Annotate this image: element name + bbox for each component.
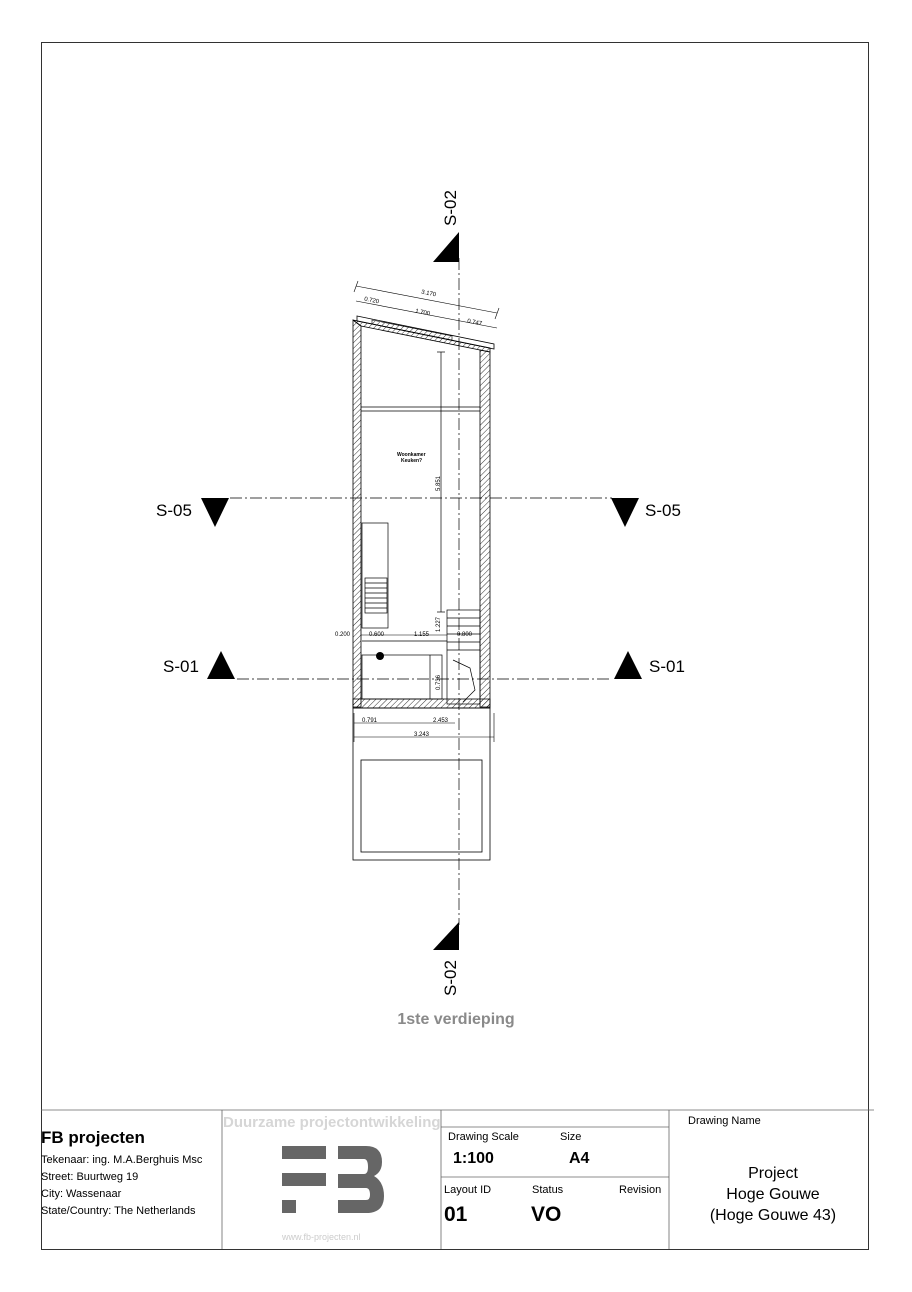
- company-logo: [282, 1146, 384, 1216]
- dim-5851: 5.851: [436, 475, 442, 491]
- dim-2453: 2.453: [433, 718, 449, 724]
- dim-0791: 0.791: [362, 718, 378, 724]
- section-marker-s01-left: [207, 651, 235, 679]
- layout-id-label: Layout ID: [444, 1184, 492, 1196]
- drawing-scale-label: Drawing Scale: [448, 1131, 519, 1143]
- project-line-2: Hoge Gouwe: [726, 1186, 820, 1203]
- street-line: Street: Buurtweg 19: [41, 1171, 139, 1183]
- layout-id-value: 01: [444, 1203, 468, 1226]
- dim-0720: 0.720: [363, 296, 380, 306]
- status-value: VO: [531, 1203, 562, 1226]
- section-marker-s01-right: [614, 651, 642, 679]
- section-label-s02-top: S-02: [441, 190, 460, 226]
- revision-label: Revision: [619, 1184, 662, 1196]
- dim-0747: 0.747: [466, 318, 483, 328]
- dimension-lines: [354, 281, 499, 742]
- dim-0200: 0.200: [335, 632, 351, 638]
- project-line-3: (Hoge Gouwe 43): [709, 1207, 837, 1224]
- dim-1700: 1.700: [414, 308, 431, 318]
- dim-0800: 0.800: [457, 632, 473, 638]
- designer-line: Tekenaar: ing. M.A.Berghuis Msc: [41, 1154, 203, 1166]
- dim-1155: 1.155: [414, 632, 430, 638]
- section-label-s05-right: S-05: [645, 501, 681, 520]
- drawing-name-label: Drawing Name: [688, 1115, 761, 1127]
- state-line: State/Country: The Netherlands: [41, 1205, 196, 1217]
- room-label-line1: Woonkamer: [397, 452, 426, 458]
- drawing-scale-value: 1:100: [453, 1150, 494, 1167]
- section-label-s05-left: S-05: [156, 501, 192, 520]
- dim-3170: 3.170: [420, 289, 437, 299]
- section-label-s01-right: S-01: [649, 657, 685, 676]
- section-marker-s05-left: [201, 498, 229, 527]
- section-marker-s02-top: [433, 232, 459, 262]
- section-cut-lines: [230, 258, 612, 925]
- company-tagline: Duurzame projectontwikkeling: [223, 1114, 441, 1131]
- dim-0736: 0.736: [436, 674, 442, 690]
- floor-title: 1ste verdieping: [397, 1011, 515, 1028]
- dim-1227: 1.227: [436, 616, 442, 632]
- section-marker-s02-bottom: [433, 922, 459, 950]
- size-value: A4: [569, 1150, 590, 1167]
- status-label: Status: [532, 1184, 564, 1196]
- floor-plan-walls: [353, 316, 494, 708]
- project-line-1: Project: [748, 1165, 798, 1182]
- floor-plan-interior: [361, 352, 480, 704]
- room-label-line2: Keuken?: [401, 458, 423, 464]
- column-marker: [376, 652, 384, 660]
- dim-0600: 0.600: [369, 632, 385, 638]
- dim-3243: 3.243: [414, 732, 430, 738]
- floor-plan-extension: [353, 708, 490, 860]
- section-marker-s05-right: [611, 498, 639, 527]
- section-label-s02-bottom: S-02: [441, 960, 460, 996]
- section-label-s01-left: S-01: [163, 657, 199, 676]
- city-line: City: Wassenaar: [41, 1188, 122, 1200]
- company-name: FB projecten: [41, 1128, 145, 1147]
- size-label: Size: [560, 1131, 582, 1143]
- website: www.fb-projecten.nl: [282, 1232, 361, 1242]
